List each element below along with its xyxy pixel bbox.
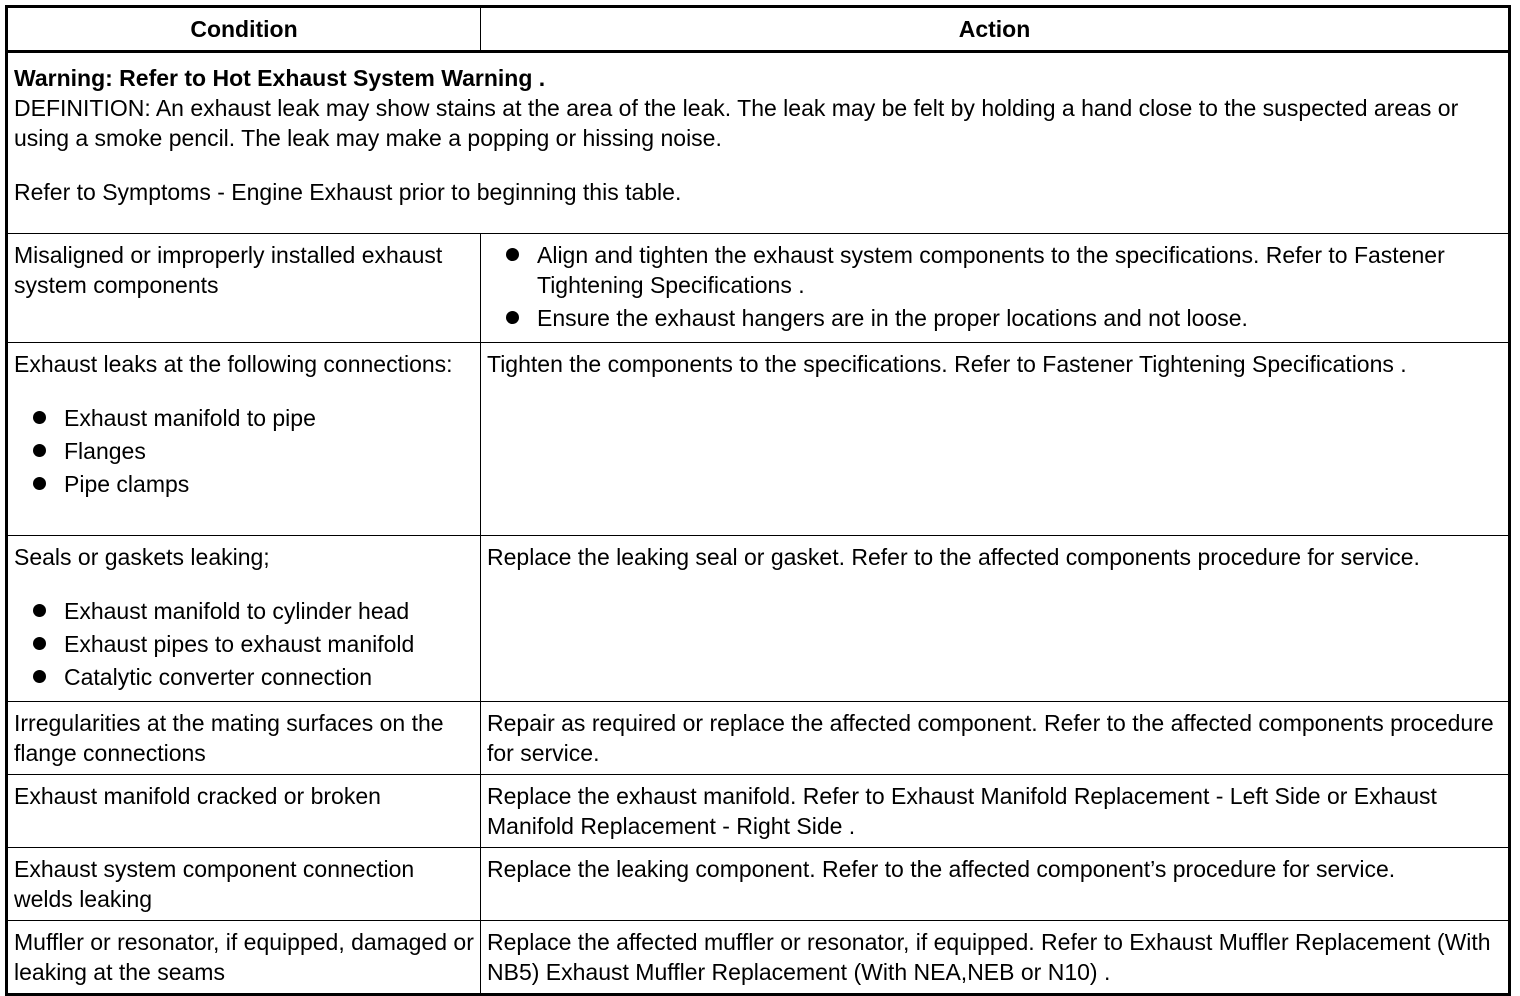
table-row bbox=[7, 848, 1510, 921]
action-cell bbox=[481, 536, 1510, 702]
condition-text: Seals or gaskets leaking; bbox=[14, 544, 270, 570]
intro-row bbox=[7, 52, 1510, 234]
condition-cell bbox=[7, 921, 481, 995]
list-item: Ensure the exhaust hangers are in the proper locations and not loose. bbox=[487, 303, 1502, 333]
condition-bullet-list bbox=[14, 596, 474, 692]
list-item: Exhaust manifold to pipe bbox=[14, 403, 474, 433]
condition-cell bbox=[7, 234, 481, 343]
diagnostic-table bbox=[5, 5, 1511, 996]
table-row bbox=[7, 234, 1510, 343]
condition-text: Exhaust manifold cracked or broken bbox=[14, 783, 381, 809]
action-cell bbox=[481, 848, 1510, 921]
column-header-condition: Condition bbox=[7, 7, 481, 52]
condition-cell bbox=[7, 775, 481, 848]
action-cell bbox=[481, 702, 1510, 775]
list-item: Align and tighten the exhaust system components to the specifications. Refer to Fastener Tightening Specifications . bbox=[487, 240, 1502, 300]
intro-cell bbox=[7, 52, 1510, 234]
action-text: Replace the leaking component. Refer to the affected component’s procedure for service. bbox=[487, 856, 1396, 882]
list-item: Flanges bbox=[14, 436, 474, 466]
condition-cell bbox=[7, 343, 481, 536]
symptoms-reference: Refer to Symptoms - Engine Exhaust prior to beginning this table. bbox=[14, 179, 682, 205]
action-bullet-list bbox=[487, 240, 1502, 333]
table-row bbox=[7, 775, 1510, 848]
table-row bbox=[7, 536, 1510, 702]
hot-exhaust-warning: Warning: Refer to Hot Exhaust System Warning . bbox=[14, 65, 546, 91]
list-item: Pipe clamps bbox=[14, 469, 474, 499]
action-cell bbox=[481, 343, 1510, 536]
definition-text: DEFINITION: An exhaust leak may show stains at the area of the leak. The leak may be felt by holding a hand close to the suspected areas or using a smoke pencil. The leak may make a popping or hissing noise. bbox=[14, 95, 1459, 151]
action-text: Replace the affected muffler or resonator, if equipped. Refer to Exhaust Muffler Replacement (With NB5) Exhaust Muffler Replacement (With NEA,NEB or N10) . bbox=[487, 929, 1491, 985]
action-text: Replace the leaking seal or gasket. Refer to the affected components procedure for service. bbox=[487, 544, 1420, 570]
condition-text: Misaligned or improperly installed exhaust system components bbox=[14, 242, 443, 298]
column-header-action: Action bbox=[481, 7, 1510, 52]
action-cell bbox=[481, 775, 1510, 848]
condition-bullet-list bbox=[14, 403, 474, 499]
list-item: Catalytic converter connection bbox=[14, 662, 474, 692]
action-text: Tighten the components to the specifications. Refer to Fastener Tightening Specifications . bbox=[487, 351, 1407, 377]
table-header-row bbox=[7, 7, 1510, 52]
condition-text: Exhaust system component connection welds leaking bbox=[14, 856, 415, 912]
condition-text: Irregularities at the mating surfaces on the flange connections bbox=[14, 710, 444, 766]
action-cell bbox=[481, 921, 1510, 995]
action-text: Repair as required or replace the affected component. Refer to the affected components procedure for service. bbox=[487, 710, 1494, 766]
table-row bbox=[7, 921, 1510, 995]
list-item: Exhaust manifold to cylinder head bbox=[14, 596, 474, 626]
condition-cell bbox=[7, 848, 481, 921]
table-row bbox=[7, 702, 1510, 775]
table-row bbox=[7, 343, 1510, 536]
condition-cell bbox=[7, 536, 481, 702]
list-item: Exhaust pipes to exhaust manifold bbox=[14, 629, 474, 659]
condition-text: Muffler or resonator, if equipped, damaged or leaking at the seams bbox=[14, 929, 474, 985]
condition-text: Exhaust leaks at the following connections: bbox=[14, 351, 453, 377]
action-cell bbox=[481, 234, 1510, 343]
action-text: Replace the exhaust manifold. Refer to Exhaust Manifold Replacement - Left Side or Exhaust Manifold Replacement - Right Side . bbox=[487, 783, 1437, 839]
condition-cell bbox=[7, 702, 481, 775]
